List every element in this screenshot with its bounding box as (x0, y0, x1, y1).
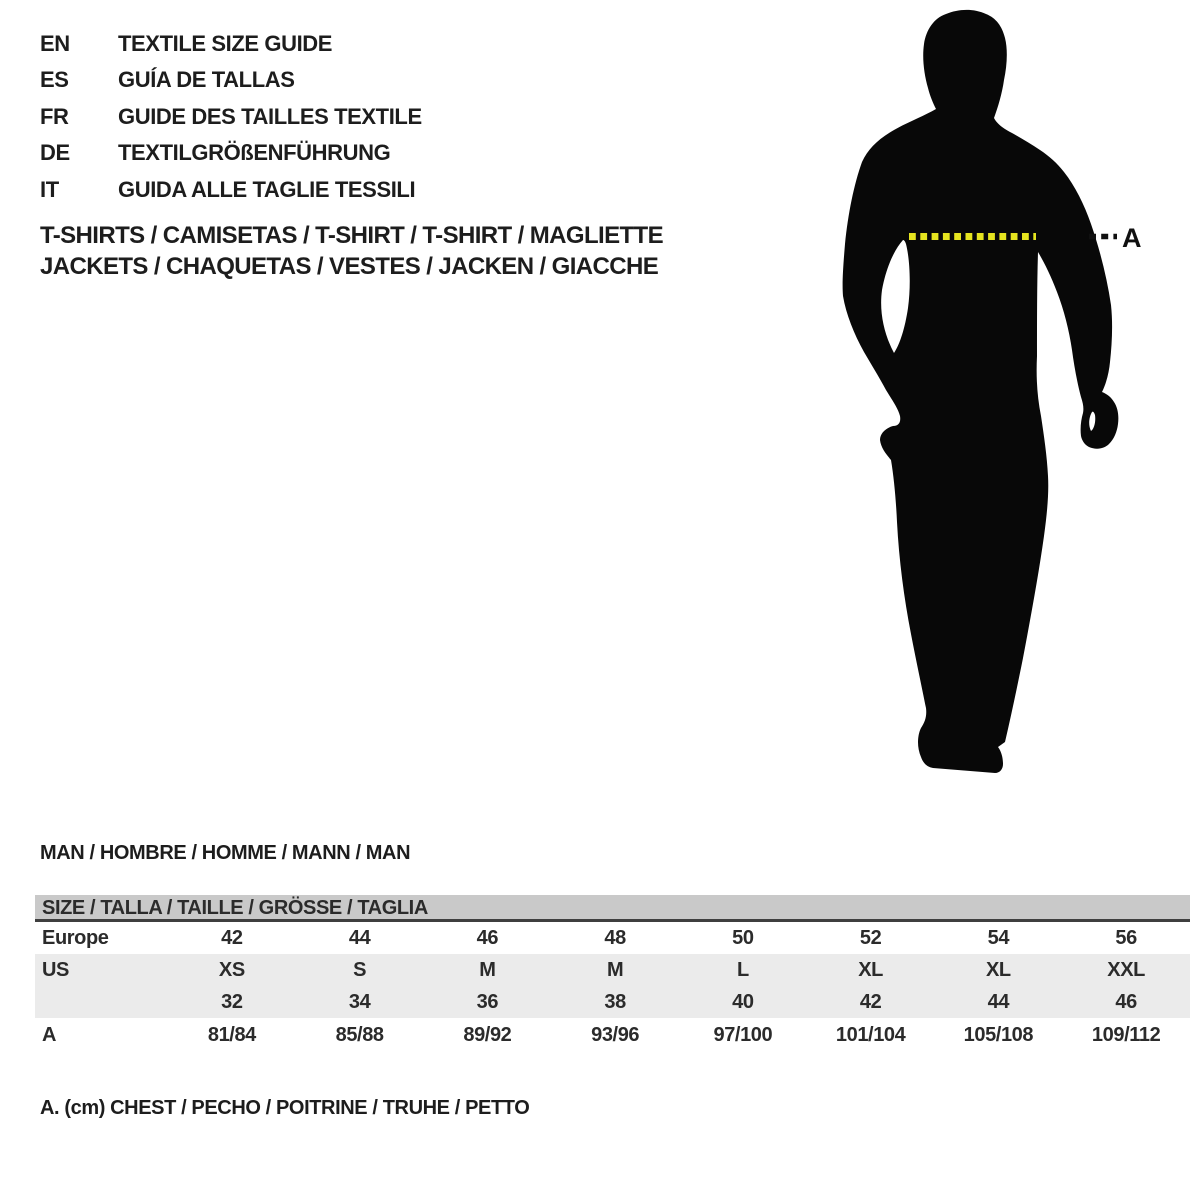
size-cell: 42 (221, 926, 243, 949)
size-cell: XS (218, 958, 245, 981)
size-cell: 50 (732, 926, 754, 949)
row-label: US (42, 958, 69, 981)
size-cell: 81/84 (207, 1024, 256, 1046)
size-cell: 48 (604, 926, 626, 949)
language-row (40, 172, 422, 208)
language-title-list (40, 26, 422, 208)
product-line-tshirts: T-SHIRTS / CAMISETAS / T-SHIRT / T-SHIRT / MAGLIETTE (40, 222, 664, 249)
language-code: DE (40, 140, 70, 166)
language-code: ES (40, 67, 69, 93)
size-cell: 46 (476, 926, 499, 949)
language-code: FR (40, 103, 69, 129)
size-cell: 56 (1115, 926, 1137, 949)
size-cell: 38 (604, 990, 626, 1013)
size-cell: M (479, 958, 496, 981)
size-cell: 36 (476, 990, 499, 1013)
guide-title: TEXTILGRÖßENFÜHRUNG (118, 140, 391, 166)
size-cell: 44 (987, 990, 1010, 1013)
man-silhouette-figure (830, 0, 1160, 790)
table-row-europe (35, 922, 1190, 954)
size-cell: 105/108 (963, 1024, 1034, 1046)
size-table-header-bar: SIZE / TALLA / TAILLE / GRÖSSE / TAGLIA (35, 895, 1190, 922)
size-cell: 46 (1115, 990, 1137, 1013)
language-row (40, 135, 422, 171)
table-row-numeric (35, 986, 1190, 1018)
language-row (40, 99, 422, 135)
silhouette-svg (830, 0, 1160, 790)
size-cell: 34 (348, 990, 371, 1013)
size-cell: 101/104 (835, 1024, 906, 1046)
guide-title: GUIDA ALLE TAGLIE TESSILI (118, 176, 416, 202)
size-cell: XL (985, 958, 1011, 981)
size-table (35, 895, 1190, 1053)
size-cell: S (353, 958, 367, 981)
gender-section-title: MAN / HOMBRE / HOMME / MANN / MAN (40, 842, 411, 864)
size-cell: M (606, 958, 624, 981)
man-silhouette (843, 10, 1119, 773)
size-cell: 44 (348, 926, 371, 949)
size-cell: 85/88 (335, 1024, 384, 1046)
size-cell: 42 (859, 990, 882, 1013)
size-cell: 54 (987, 926, 1010, 949)
size-cell: 32 (221, 990, 243, 1013)
size-cell: 89/92 (463, 1024, 512, 1046)
measurement-footnote: A. (cm) CHEST / PECHO / POITRINE / TRUHE / PETTO (40, 1097, 530, 1119)
language-row (40, 26, 422, 62)
measure-label-a: A (1122, 223, 1142, 253)
row-label: Europe (42, 926, 109, 949)
size-cell: 52 (859, 926, 882, 949)
row-label: A (42, 1024, 57, 1046)
guide-title: GUÍA DE TALLAS (118, 67, 295, 93)
table-row-chest (35, 1018, 1190, 1053)
size-cell: XL (858, 958, 883, 981)
guide-title: TEXTILE SIZE GUIDE (118, 31, 333, 56)
language-row (40, 62, 422, 98)
product-line-jackets: JACKETS / CHAQUETAS / VESTES / JACKEN / GIACCHE (40, 253, 659, 280)
size-cell: 40 (732, 990, 754, 1013)
language-code: EN (40, 31, 70, 56)
language-code: IT (40, 176, 59, 202)
size-cell: XXL (1107, 958, 1145, 981)
guide-title: GUIDE DES TAILLES TEXTILE (118, 103, 422, 129)
size-cell: L (736, 958, 749, 981)
row-label (35, 986, 168, 1018)
size-cell: 93/96 (591, 1024, 640, 1046)
product-type-lines (40, 220, 663, 282)
size-cell: 97/100 (713, 1024, 773, 1046)
size-table-grid (35, 922, 1190, 1053)
table-row-us (35, 954, 1190, 986)
size-cell: 109/112 (1091, 1024, 1161, 1046)
